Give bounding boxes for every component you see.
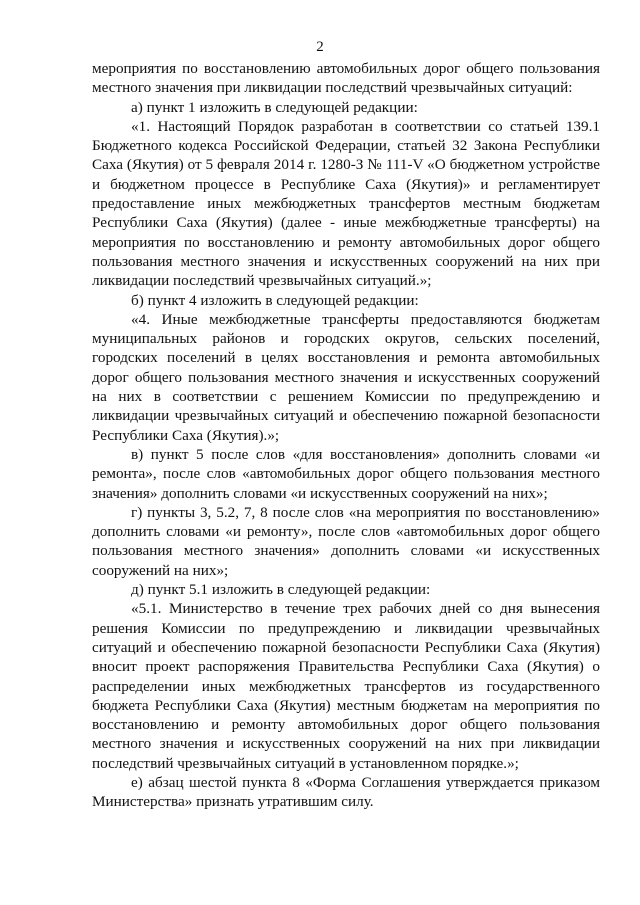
document-body <box>92 59 600 812</box>
page-number: 2 <box>316 39 324 55</box>
paragraph-v-item: в) пункт 5 после слов «для восстановления» дополнить словами «и ремонта», после слов «автомобильных дорог общего пользования местного значения» дополнить словами «и искусственных сооружений на них»; <box>92 445 600 502</box>
paragraph-intro: мероприятия по восстановлению автомобильных дорог общего пользования местного значения при ликвидации последствий чрезвычайных ситуаций: <box>92 60 600 97</box>
paragraph-g-item: г) пункты 3, 5.2, 7, 8 после слов «на мероприятия по восстановлению» дополнить словами «и ремонту», после слов «автомобильных дорог общего пользования местного значения» дополнить словами «и искусственных сооружений на них»; <box>92 503 600 579</box>
paragraph-a-heading: а) пункт 1 изложить в следующей редакции: <box>131 98 418 116</box>
paragraph-b-body: «4. Иные межбюджетные трансферты предоставляются бюджетам муниципальных районов и городских округов, сельских поселений, городских поселений в целях восстановления и ремонта автомобильных дорог общего пользования местного значения и искусственных сооружений на них в соответствии с решением Комиссии по предупреждению и ликвидации чрезвычайных ситуаций и обеспечению пожарной безопасности Республики Саха (Якутия).»; <box>92 310 600 444</box>
paragraph-a-body: «1. Настоящий Порядок разработан в соответствии со статьей 139.1 Бюджетного кодекса Российской Федерации, статьей 32 Закона Республики Саха (Якутия) от 5 февраля 2014 г. 1280-З № 111-V «О бюджетном устройстве и бюджетном процессе в Республике Саха (Якутия)» и регламентирует предоставление иных межбюджетных трансфертов местным бюджетам Республики Саха (Якутия) (далее - иные межбюджетные трансферты) на мероприятия по восстановлению и ремонту автомобильных дорог общего пользования местного значения и искусственных сооружений на них при ликвидации последствий чрезвычайных ситуаций.»; <box>92 117 600 290</box>
paragraph-d-heading: д) пункт 5.1 изложить в следующей редакции: <box>131 581 431 599</box>
paragraph-b-heading: б) пункт 4 изложить в следующей редакции: <box>131 291 419 309</box>
paragraph-d-body: «5.1. Министерство в течение трех рабочих дней со дня вынесения решения Комиссии по предупреждению и ликвидации чрезвычайных ситуаций и обеспечению пожарной безопасности Республики Саха (Якутия) вносит проект распоряжения Правительства Республики Саха (Якутия) о распределении иных межбюджетных трансфертов из государственного бюджета Республики Саха (Якутия) местным бюджетам на мероприятия по восстановлению и ремонту автомобильных дорог общего пользования местного значения и искусственных сооружений на них при ликвидации последствий чрезвычайных ситуаций в установленном порядке.»; <box>92 600 600 772</box>
paragraph-e-item: е) абзац шестой пункта 8 «Форма Соглашения утверждается приказом Министерства» признать утратившим силу. <box>92 773 600 811</box>
